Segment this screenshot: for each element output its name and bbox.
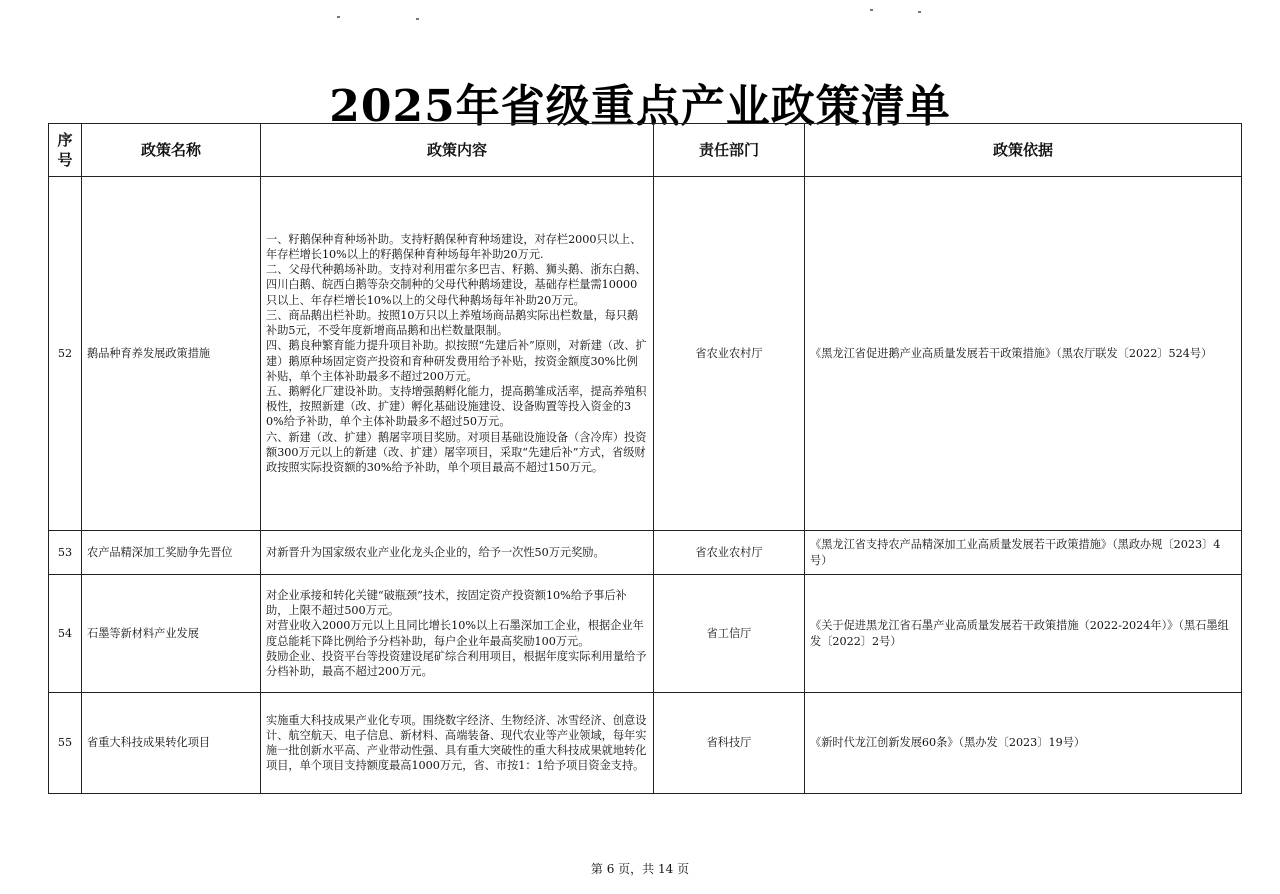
content-item: 对企业承接和转化关键“破瓶颈”技术，按固定资产投资额10%给予事后补助，上限不超过500万元。 [266, 588, 627, 618]
row-basis: 《黑龙江省促进鹅产业高质量发展若干政策措施》（黑农厅联发〔2022〕524号） [805, 177, 1242, 531]
row-seq: 53 [49, 531, 82, 575]
content-item: 三、商品鹅出栏补助。按照10万只以上养殖场商品鹅实际出栏数量，每只鹅补助5元，不受年度新增商品鹅和出栏数量限制。 [266, 308, 639, 338]
row-basis: 《黑龙江省支持农产品精深加工业高质量发展若干政策措施》（黑政办规〔2023〕4号） [805, 531, 1242, 575]
table-row [49, 531, 1242, 575]
row-name: 农产品精深加工奖励争先晋位 [82, 531, 261, 575]
page-title: 2025年省级重点产业政策清单 [329, 81, 951, 132]
content-item: 二、父母代种鹅场补助。支持对利用霍尔多巴吉、籽鹅、狮头鹅、浙东白鹅、四川白鹅、皖西白鹅等杂交制种的父母代种鹅场建设，基础存栏量需10000只以上、年存栏增长10%以上的父母代种鹅场每年补助20万元。 [266, 263, 647, 307]
content-item: 一、籽鹅保种育种场补助。支持籽鹅保种育种场建设，对存栏2000只以上、年存栏增长10%以上的籽鹅保种育种场每年补助20万元. [266, 232, 642, 261]
row-seq: 54 [49, 575, 82, 693]
header-content: 政策内容 [261, 124, 654, 177]
content-item: 实施重大科技成果产业化专项。围绕数字经济、生物经济、冰雪经济、创意设计、航空航天、电子信息、新材料、高端装备、现代农业等产业领域，每年实施一批创新水平高、产业带动性强、具有重大突破性的重大科技成果就地转化项目，单个项目支持额度最高1000万元，省、市按1：1给予项目资金支持。 [266, 713, 647, 773]
table-row [49, 693, 1242, 794]
content-item: 鼓励企业、投资平台等投资建设尾矿综合利用项目，根据年度实际利用量给予分档补助，最高不超过200万元。 [266, 649, 647, 678]
page-footer: 第 6 页，共 14 页 [590, 862, 690, 876]
content-item: 六、新建（改、扩建）鹅屠宰项目奖励。对项目基础设施设备（含冷库）投资额300万元以上的新建（改、扩建）屠宰项目，采取“先建后补”方式，省级财政按照实际投资额的30%给予补助，单个项目最高不超过150万元。 [266, 430, 647, 475]
header-dept: 责任部门 [654, 124, 805, 177]
row-name: 鹅品种育养发展政策措施 [82, 177, 261, 531]
row-basis: 《新时代龙江创新发展60条》（黑办发〔2023〕19号） [805, 693, 1242, 794]
content-item: 对营业收入2000万元以上且同比增长10%以上石墨深加工企业，根据企业年度总能耗下降比例给予分档补助，每户企业年最高奖励100万元。 [266, 619, 644, 648]
row-basis: 《关于促进黑龙江省石墨产业高质量发展若干政策措施（2022-2024年）》（黑石墨组发〔2022〕2号） [805, 575, 1242, 693]
row-dept: 省农业农村厅 [654, 177, 805, 531]
table-header-row [49, 124, 1242, 177]
row-content [261, 177, 654, 531]
content-item: 四、鹅良种繁育能力提升项目补助。拟按照“先建后补”原则，对新建（改、扩建）鹅原种场固定资产投资和育种研发费用给予补贴，按资金额度30%比例补贴，单个主体补助最多不超过200万元。 [266, 339, 647, 383]
row-dept: 省农业农村厅 [654, 531, 805, 575]
row-seq: 52 [49, 177, 82, 531]
content-item: 五、鹅孵化厂建设补助。支持增强鹅孵化能力，提高鹅雏成活率，提高养殖积极性，按照新建（改、扩建）孵化基础设施建设、设备购置等投入资金的30%给予补助，单个主体补助最多不超过50万元。 [266, 384, 647, 429]
scan-speck [918, 11, 921, 13]
row-content [261, 531, 654, 575]
header-basis: 政策依据 [805, 124, 1242, 177]
row-name: 省重大科技成果转化项目 [82, 693, 261, 794]
scan-speck [337, 16, 340, 18]
table-row [49, 575, 1242, 693]
policy-table [48, 123, 1242, 794]
row-dept: 省科技厅 [654, 693, 805, 794]
scan-speck [870, 9, 873, 11]
scan-speck [416, 18, 419, 20]
row-seq: 55 [49, 693, 82, 794]
header-name: 政策名称 [82, 124, 261, 177]
row-name: 石墨等新材料产业发展 [82, 575, 261, 693]
content-item: 对新晋升为国家级农业产业化龙头企业的，给予一次性50万元奖励。 [266, 545, 605, 559]
row-content [261, 575, 654, 693]
table-row [49, 177, 1242, 531]
header-seq: 序号 [49, 124, 82, 177]
row-content [261, 693, 654, 794]
row-dept: 省工信厅 [654, 575, 805, 693]
